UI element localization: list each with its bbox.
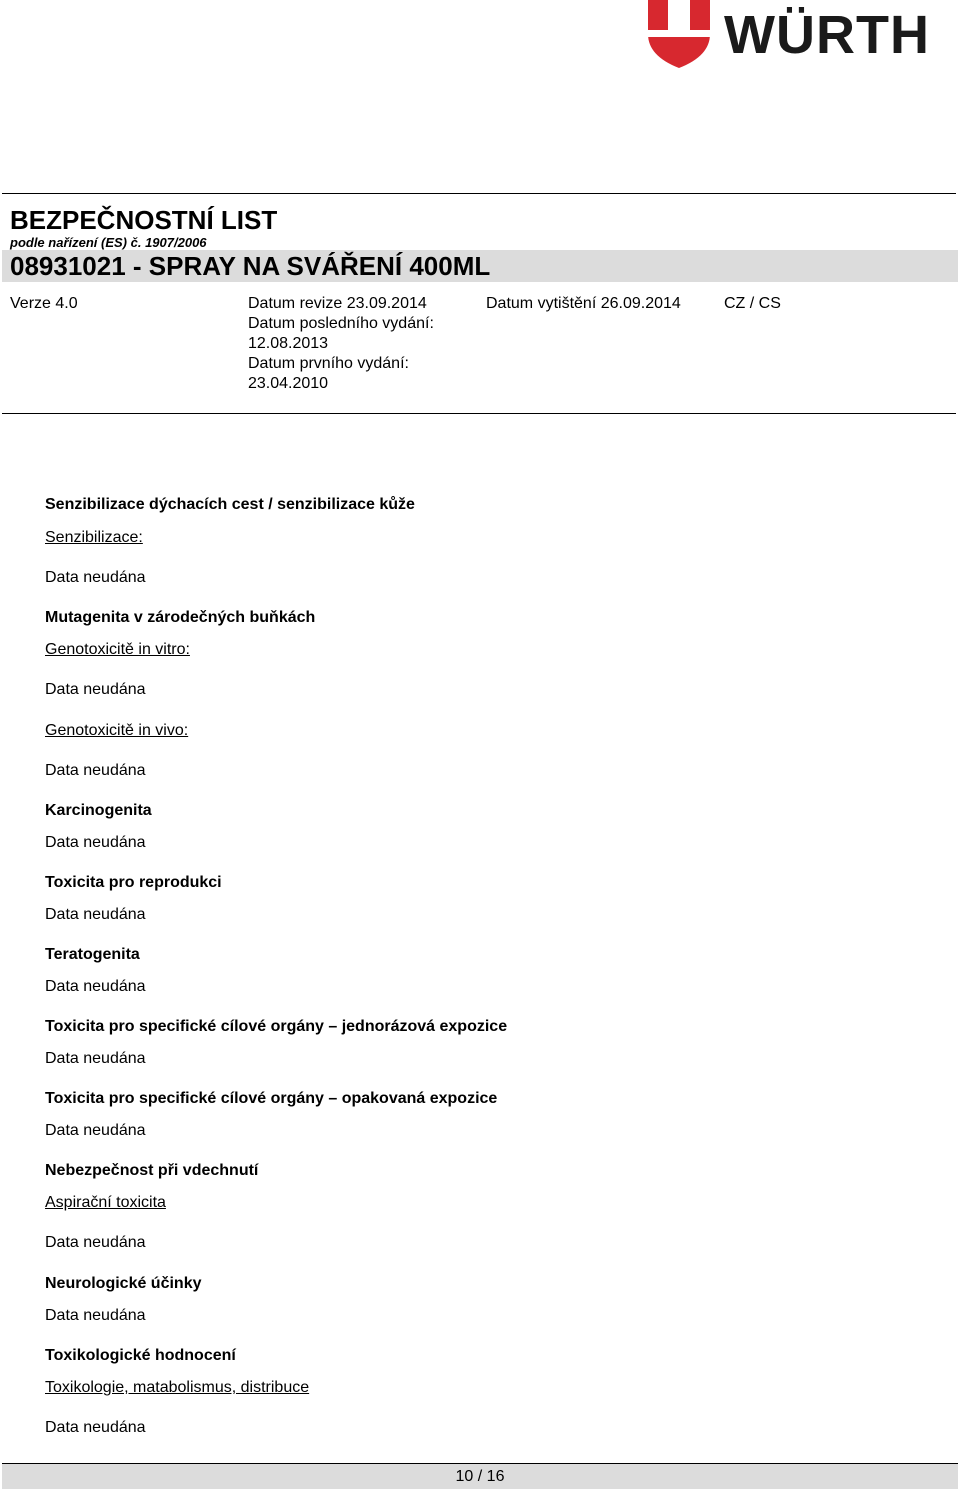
section-subheading: Genotoxicitě in vivo: [45,722,189,739]
section-text: Data neudána [45,569,146,586]
section-text: Data neudána [45,1122,146,1139]
section-heading: Nebezpečnost při vdechnutí [45,1162,259,1179]
section-subheading: Aspirační toxicita [45,1194,166,1211]
section-text: Data neudána [45,1307,146,1324]
section-heading: Toxicita pro reprodukci [45,874,222,891]
section-heading: Mutagenita v zárodečných buňkách [45,609,316,626]
wurth-logo [648,0,958,70]
section-heading: Toxicita pro specifické cílové orgány – jednorázová expozice [45,1018,508,1035]
meta-divider [2,413,956,414]
document-title: BEZPEČNOSTNÍ LIST [10,205,278,235]
page-number: 10 / 16 [455,1468,505,1485]
section-subheading: Senzibilizace: [45,529,143,546]
wurth-shield-icon [648,0,710,68]
header-divider [2,193,956,194]
section-subheading: Toxikologie, matabolismus, distribuce [45,1379,310,1396]
section-text: Data neudána [45,834,146,851]
section-heading: Karcinogenita [45,802,152,819]
section-text: Data neudána [45,1419,146,1436]
product-name: 08931021 - SPRAY NA SVÁŘENÍ 400ML [10,251,491,281]
section-text: Data neudána [45,1050,146,1067]
version-label: Verze 4.0 [10,295,78,312]
section-heading: Teratogenita [45,946,140,963]
print-date: Datum vytištění 26.09.2014 [486,295,681,312]
language-code: CZ / CS [724,295,781,312]
section-text: Data neudána [45,1234,146,1251]
section-text: Data neudána [45,978,146,995]
footer-divider [2,1463,958,1464]
last-issue-label: Datum posledního vydání: [248,315,434,332]
wurth-wordmark: WÜRTH [724,5,930,65]
first-issue-date: 23.04.2010 [248,375,329,392]
revision-dates [248,294,468,394]
section-text: Data neudána [45,681,146,698]
section-heading: Toxicita pro specifické cílové orgány – opakovaná expozice [45,1090,498,1107]
section-heading: Neurologické účinky [45,1275,202,1292]
document-subtitle: podle nařízení (ES) č. 1907/2006 [10,235,207,250]
last-issue-date: 12.08.2013 [248,335,329,352]
revision-date: Datum revize 23.09.2014 [248,295,427,312]
section-text: Data neudána [45,762,146,779]
first-issue-label: Datum prvního vydání: [248,355,409,372]
section-heading: Toxikologické hodnocení [45,1347,236,1364]
section-heading: Senzibilizace dýchacích cest / senzibilizace kůže [45,496,415,513]
section-text: Data neudána [45,906,146,923]
section-subheading: Genotoxicitě in vitro: [45,641,190,658]
